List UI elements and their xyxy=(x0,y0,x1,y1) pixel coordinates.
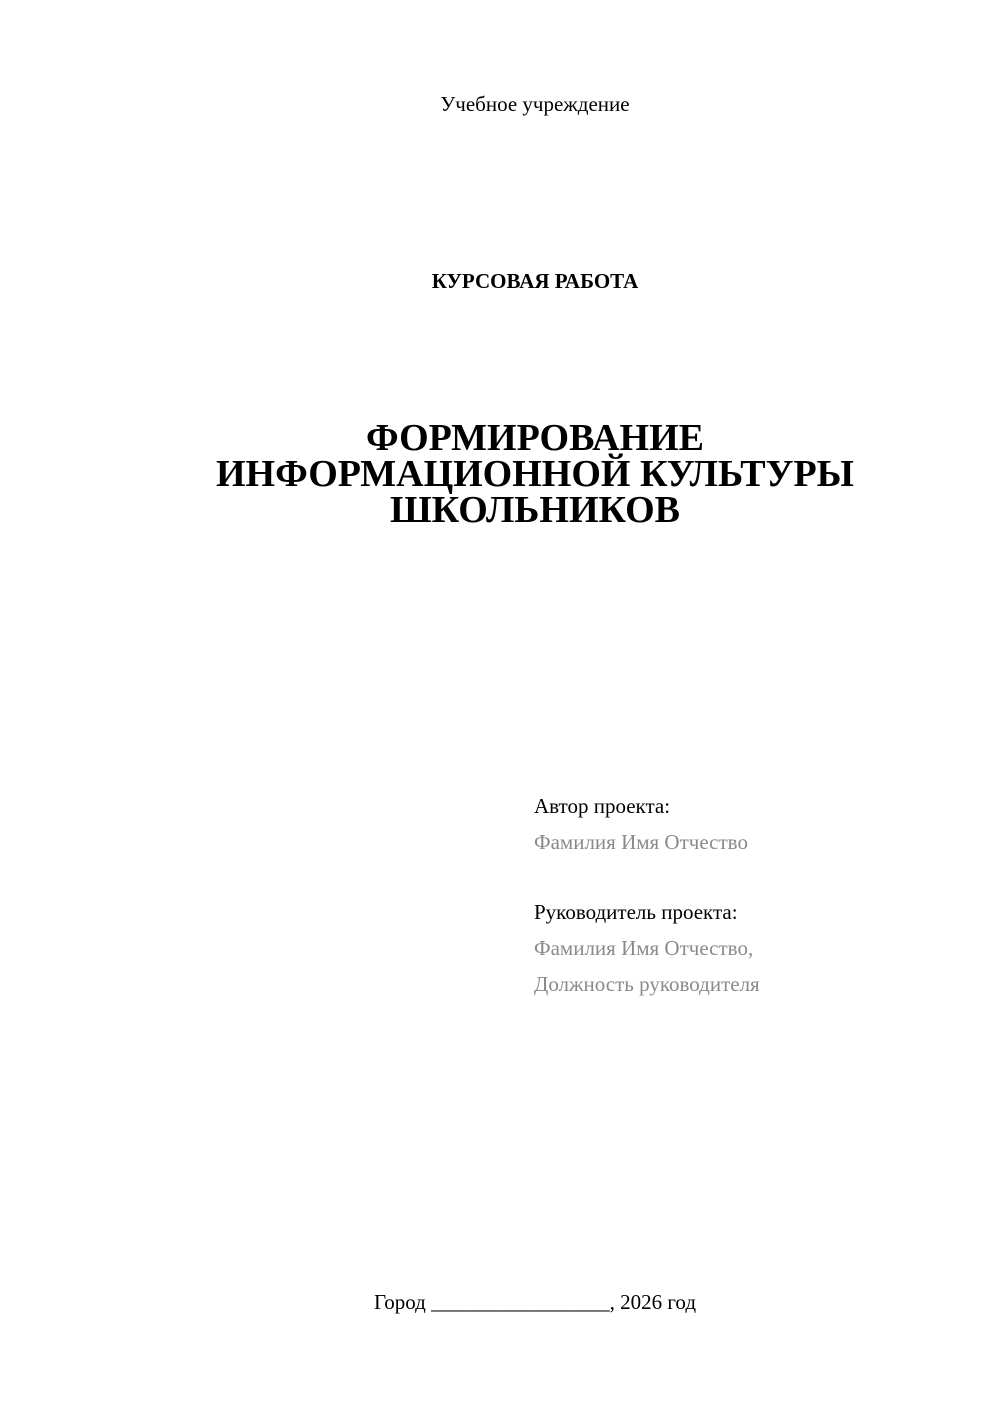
author-label: Автор проекта: xyxy=(534,794,671,818)
author-name: Фамилия Имя Отчество xyxy=(534,830,748,854)
supervisor-position: Должность руководителя xyxy=(534,972,760,996)
title-line: ФОРМИРОВАНИЕ xyxy=(366,417,704,459)
title-line: ИНФОРМАЦИОННОЙ КУЛЬТУРЫ xyxy=(216,453,854,495)
institution-name: Учебное учреждение xyxy=(440,92,630,116)
supervisor-label: Руководитель проекта: xyxy=(534,900,738,924)
city-year-line: Город _________________, 2026 год xyxy=(373,1290,697,1314)
supervisor-name: Фамилия Имя Отчество, xyxy=(534,936,754,960)
document-title xyxy=(0,417,1000,531)
authors-block xyxy=(534,788,760,1002)
work-type-heading: КУРСОВАЯ РАБОТА xyxy=(431,269,639,293)
title-line: ШКОЛЬНИКОВ xyxy=(389,489,681,531)
